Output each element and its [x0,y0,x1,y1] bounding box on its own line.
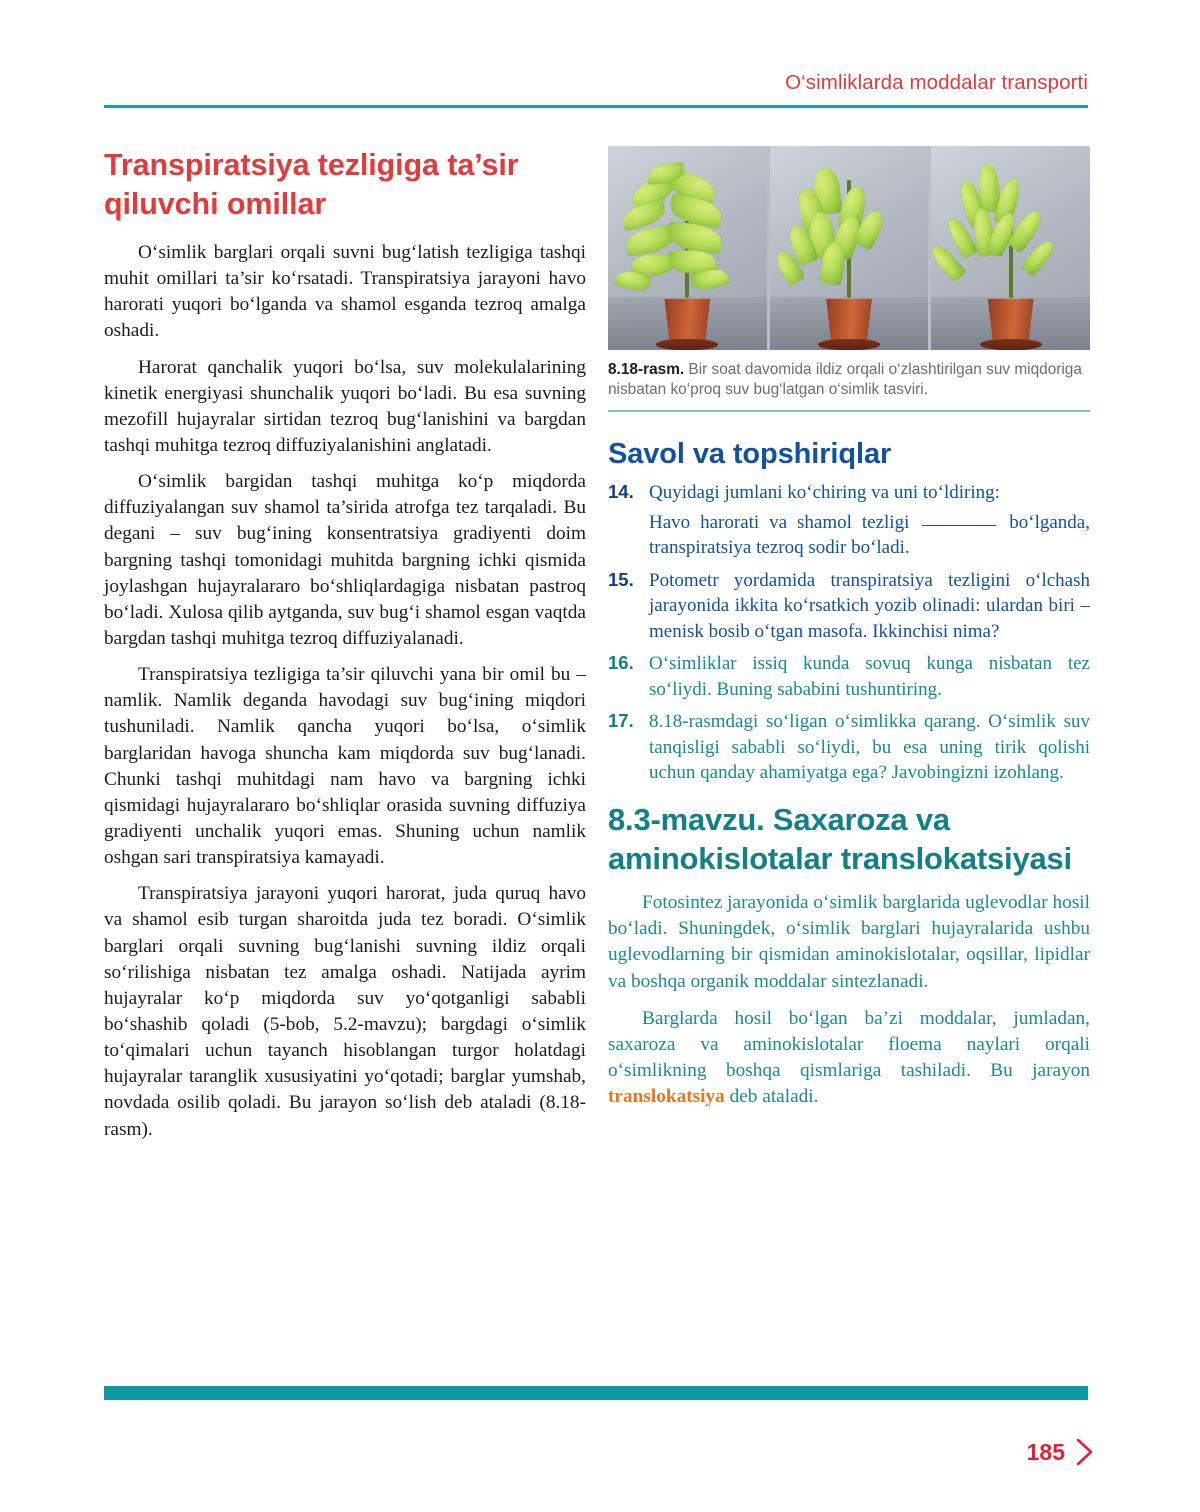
question-number: 14. [608,481,634,502]
question-item-16 [608,651,1090,702]
question-number: 17. [608,710,634,732]
question-item-15 [608,568,1090,645]
body-paragraph-5: Transpiratsiya jarayoni yuqori harorat, juda quruq havo va shamol esib turgan sharoitda juda tez boradi. O‘simlik barglari orqali suvning bug‘lanishi suvning ildiz orqali so‘rilishiga nisbatan tez amalga oshadi. Natijada ayrim hujayralar ko‘p miqdorda suv yo‘qotganligi sababli bo‘shashib qoladi (5-bob, 5.2-mavzu); bargdagi o‘simlik to‘qimalari uchun tayanch hisoblangan turgor holatdagi hujayralar taranglik xususiyatini yo‘qotadi; barglar yumshab, novdada osilib qoladi. Bu jarayon so‘lish deb ataladi (8.18-rasm). [104,883,586,1140]
figure-caption-label: 8.18-rasm. [608,361,685,378]
question-item-17 [608,709,1090,786]
question-text: Quyidagi jumlani ko‘chiring va uni to‘ldiring: [649,482,1000,503]
question-text: O‘simliklar issiq kunda sovuq kunga nisbatan tez so‘liydi. Buning sababini tushuntiring. [649,653,1090,700]
key-term-translokatsiya: translokatsiya [608,1086,725,1108]
body-paragraph-2: Harorat qanchalik yuqori bo‘lsa, suv molekulalarining kinetik energiyasi shunchalik yuqori bo‘ladi. Bu esa suvning mezofill hujayralar sirtidan tezroq bug‘lanishini va bargdan tashqi muhitga tezroq diffuziyalanishini anglatadi. [104,356,586,457]
question-item-14 [608,480,1090,561]
section-paragraph-2 [608,1006,1090,1111]
plant-pot [985,299,1037,343]
pot-saucer [818,339,880,350]
section-paragraph-2-after: deb ataladi. [724,1086,819,1108]
body-paragraph-4: Transpiratsiya tezligiga ta’sir qiluvchi yana bir omil bu – namlik. Namlik deganda havodagi suv bug‘ining miqdori tushuniladi. Namlik qancha yuqori bo‘lsa, o‘simlik barglaridan havoga shuncha kam miqdorda suv bug‘lanadi. Chunki tashqi muhitdagi nam havo va bargning ichki qismidagi hujayralararo bo‘shliqlar orasida suvning diffuziya gradiyenti unchalik yuqori emas. Shuning uchun namlik oshgan sari transpiratsiya kamayadi. [104,664,586,869]
running-header [104,72,1088,114]
page-number: 185 [1026,1438,1065,1465]
question-text: 8.18-rasmdagi so‘ligan o‘simlikka qarang. O‘simlik suv tanqisligi sababli so‘liydi, bu esa uning tirik qolishi uchun qanday ahamiyatga ega? Javobingizni izohlang. [649,711,1090,784]
page-footer [1027,1437,1096,1467]
question-number: 16. [608,652,634,674]
section-paragraph-1: Fotosintez jarayonida o‘simlik barglarida uglevodlar hosil bo‘ladi. Shuningdek, o‘simlik barglari hujayralarida ushbu uglevodlarning bir qismidan aminokislotalar, oqsillar, lipidlar va boshqa organik moddalar sintezlanadi. [608,892,1090,992]
section-heading-8-3: 8.3-mavzu. Saxaroza va aminokislotalar translokatsiyasi [608,802,1072,877]
figure-8-18 [608,146,1090,412]
chevron-right-icon [1074,1437,1096,1467]
right-column [608,146,1090,1121]
questions-heading: Savol va topshiriqlar [608,437,892,470]
photo-strip [608,146,1090,350]
question-text: Potometr yordamida transpiratsiya tezligini o‘lchash jarayonida ikkita ko‘rsatkich yozib olinadi: ulardan biri – menisk bosib o‘tgan masofa. Ikkinchisi nima? [649,569,1090,642]
header-divider-rule [104,105,1088,108]
question-number: 15. [608,568,634,590]
page-title: Transpiratsiya tezligiga ta’sir qiluvchi omillar [104,148,519,222]
questions-list [608,480,1090,786]
plant-photo-fully-wilted [931,146,1090,350]
figure-caption-text: Bir soat davomida ildiz orqali o‘zlashtirilgan suv miqdoriga nisbatan ko‘proq suv bug‘latgan o‘simlik tasviri. [608,361,1082,399]
footer-bar [104,1386,1088,1400]
fill-in-after: bo‘lganda, transpiratsiya tezroq sodir bo‘ladi. [649,511,1090,559]
question-fill-in-sentence [649,510,1090,561]
section-paragraph-2-before: Barglarda hosil bo‘lgan ba’zi moddalar, jumladan, saxaroza va aminokislotalar floema naylari orqali o‘simlikning boshqa qismlariga tashiladi. Bu jarayon [608,1007,1090,1081]
fill-in-before: Havo harorati va shamol tezligi [649,511,920,533]
left-column [104,146,586,1143]
plant-pot [661,299,713,343]
plant-photo-partly-wilted [770,146,929,350]
figure-divider-rule [608,410,1090,412]
body-paragraph-1: O‘simlik barglari orqali suvni bug‘latish tezligiga tashqi muhit omillari ta’sir ko‘rsatadi. Transpiratsiya jarayoni havo harorati yuqori bo‘lganda va shamol esganda tezroq amalga oshadi. [104,242,586,342]
pot-saucer [656,339,718,350]
body-paragraph-3: O‘simlik bargidan tashqi muhitga ko‘p miqdorda diffuziyalangan suv shamol ta’sirida atrofga tez tarqaladi. Bu degani – suv bug‘ining konsentratsiya gradiyenti doim bargning tashqi tomonidagi muhitda bargning ichki qismida joylashgan hujayralararo bo‘shliqlardagiga nisbatan pastroq bo‘ladi. Xulosa qilib aytganda, suv bug‘i shamol esgan vaqtda bargdan tashqi muhitga tezroq diffuziyalanadi. [104,471,586,650]
plant-pot [823,299,875,343]
figure-caption [608,360,1090,401]
pot-saucer [980,339,1042,350]
fill-in-blank[interactable] [922,525,996,526]
plant-photo-healthy [608,146,767,350]
running-header-title: O‘simliklarda moddalar transporti [785,71,1088,94]
